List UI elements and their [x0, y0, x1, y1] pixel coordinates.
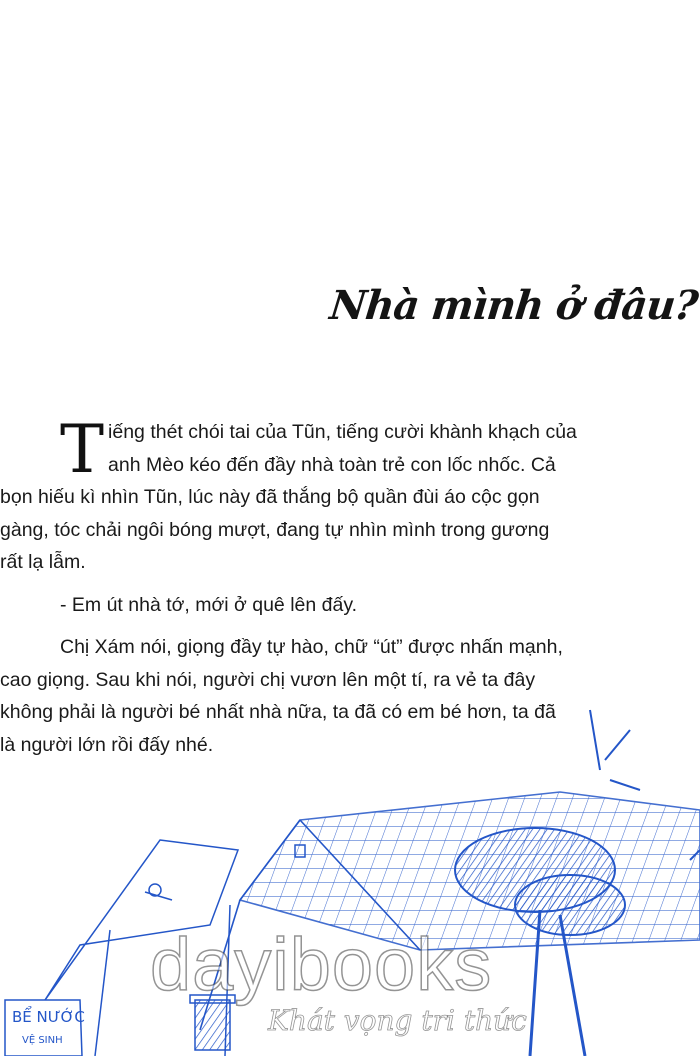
text-line: anh Mèo kéo đến đầy nhà toàn trẻ con lốc nhốc. Cả	[108, 453, 556, 476]
watermark-slogan: Khát vọng tri thức	[268, 1004, 527, 1037]
text-line: là người lớn rồi đấy nhé.	[0, 733, 214, 756]
sign-board	[5, 1000, 85, 1056]
chapter-title: Nhà mình ở đâu?	[327, 282, 700, 329]
text-line: - Em út nhà tớ, mới ở quê lên đấy.	[60, 593, 358, 616]
text-line: bọn hiếu kì nhìn Tũn, lúc này đã thắng bộ quần đùi áo cộc gọn	[0, 486, 540, 508]
text-line: Chị Xám nói, giọng đầy tự hào, chữ “út” được nhấn mạnh,	[60, 636, 563, 658]
paragraph-2	[60, 589, 690, 622]
watermark-brand: dayibooks	[150, 923, 493, 1006]
drop-cap: T	[60, 411, 105, 488]
sign-text-2: VỆ SINH	[22, 1035, 63, 1046]
paragraph-1	[0, 411, 690, 579]
sign-text-1: BỂ NƯỚC	[12, 1008, 85, 1026]
text-line: cao giọng. Sau khi nói, người chị vươn lên một tí, ra vẻ ta đây	[0, 668, 536, 691]
text-line: gàng, tóc chải ngôi bóng mượt, đang tự nhìn mình trong gương	[0, 518, 550, 541]
text-line: rất lạ lẫm.	[0, 551, 86, 573]
text-line: không phải là người bé nhất nhà nữa, ta đã có em bé hơn, ta đã	[0, 701, 556, 723]
text-line: iếng thét chói tai của Tũn, tiếng cười khành khạch của	[108, 421, 577, 443]
